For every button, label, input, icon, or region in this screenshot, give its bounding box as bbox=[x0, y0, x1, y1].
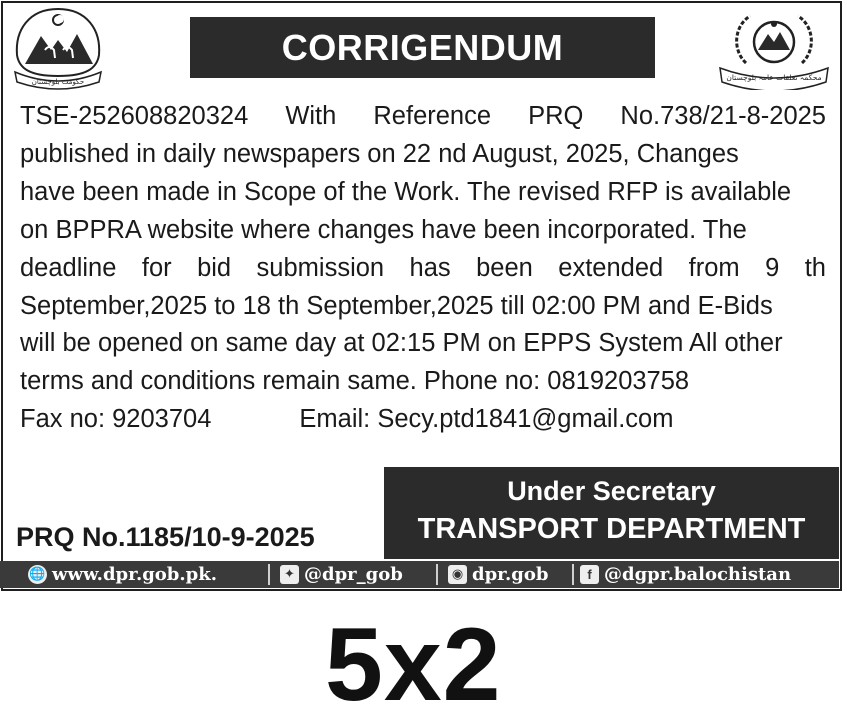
corrigendum-title: CORRIGENDUM bbox=[190, 17, 655, 78]
facebook-icon: f bbox=[580, 565, 599, 584]
body-line: terms and conditions remain same. Phone no: 0819203758 bbox=[20, 367, 690, 396]
svg-text:حکومت بلوچستان: حکومت بلوچستان bbox=[31, 78, 85, 86]
instagram-icon: ◉ bbox=[448, 565, 467, 584]
signatory-designation: Under Secretary bbox=[507, 476, 716, 506]
footer-twitter bbox=[280, 561, 403, 588]
body-line: TSE-252608820324 With Reference PRQ No.738/21-8-2025 bbox=[20, 102, 826, 130]
dgpr-emblem-logo bbox=[716, 8, 832, 90]
footer-facebook bbox=[580, 561, 791, 588]
footer-bar bbox=[0, 561, 839, 588]
footer-website bbox=[28, 561, 217, 588]
signatory-box bbox=[384, 467, 839, 559]
svg-text:محکمہ تعلقات عامہ بلوچستان: محکمہ تعلقات عامہ بلوچستان bbox=[726, 73, 822, 82]
balochistan-emblem-logo bbox=[11, 6, 105, 90]
body-line: have been made in Scope of the Work. The revised RFP is available bbox=[20, 177, 792, 206]
body-line: will be opened on same day at 02:15 PM on EPPS System All other bbox=[20, 329, 783, 358]
footer-divider bbox=[268, 564, 270, 585]
ad-size-label: 5x2 bbox=[325, 607, 502, 723]
footer-divider bbox=[572, 564, 574, 585]
prq-number: PRQ No.1185/10-9-2025 bbox=[16, 522, 315, 552]
fax-number: Fax no: 9203704 bbox=[20, 405, 212, 434]
body-line: deadline for bid submission has been extended from 9 th bbox=[20, 253, 826, 282]
corrigendum-body bbox=[20, 98, 826, 439]
facebook-handle: @dgpr.balochistan bbox=[604, 564, 792, 585]
body-line: on BPPRA website where changes have been incorporated. The bbox=[20, 215, 747, 244]
twitter-icon: ✦ bbox=[280, 565, 299, 584]
website-text: www.dpr.gob.pk. bbox=[52, 564, 217, 585]
footer-divider bbox=[436, 564, 438, 585]
body-line: published in daily newspapers on 22 nd August, 2025, Changes bbox=[20, 139, 739, 168]
globe-icon: 🌐 bbox=[29, 567, 46, 582]
footer-instagram bbox=[448, 561, 548, 588]
signatory-department: TRANSPORT DEPARTMENT bbox=[417, 513, 806, 545]
instagram-handle: dpr.gob bbox=[472, 564, 549, 585]
email-address: Email: Secy.ptd1841@gmail.com bbox=[299, 405, 674, 434]
twitter-handle: @dpr_gob bbox=[304, 564, 403, 585]
contact-line bbox=[20, 401, 826, 439]
body-line: September,2025 to 18 th September,2025 till 02:00 PM and E-Bids bbox=[20, 291, 773, 320]
